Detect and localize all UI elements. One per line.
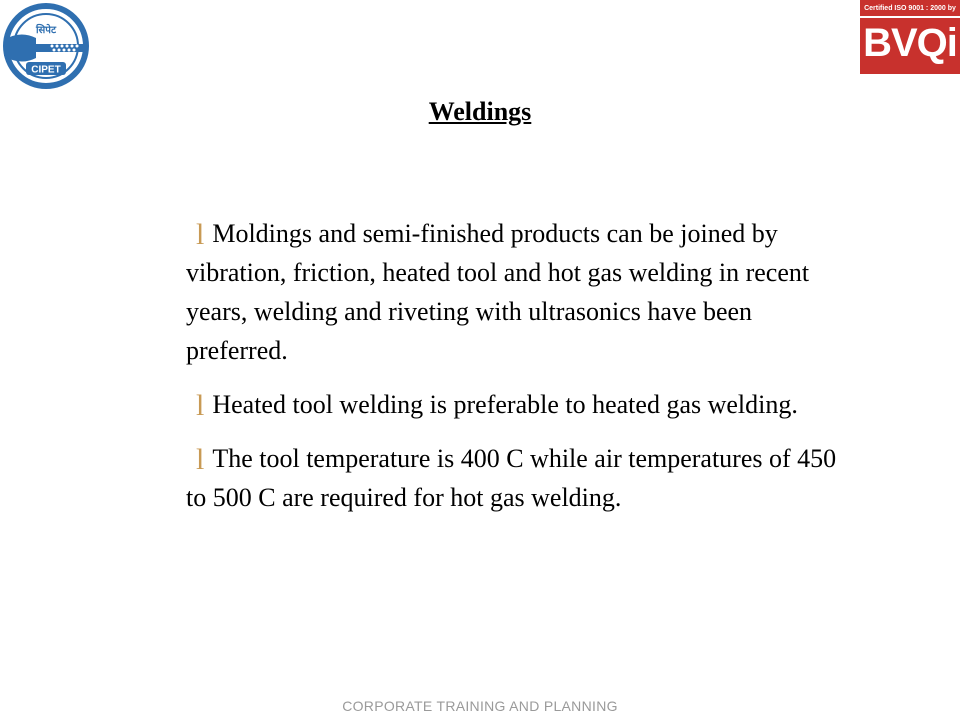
footer-text: CORPORATE TRAINING AND PLANNING — [342, 698, 618, 714]
cipet-logo — [0, 0, 96, 96]
bullet-mark-icon: l — [196, 443, 205, 476]
cipet-logo-icon — [0, 0, 96, 96]
bullet-item — [186, 384, 846, 424]
bullet-item — [186, 213, 846, 370]
slide-title — [0, 97, 960, 127]
bullet-text: Heated tool welding is preferable to heated gas welding. — [212, 390, 798, 419]
bullet-text: The tool temperature is 400 C while air temperatures of 450 to 500 C are required for hot gas welding. — [186, 444, 837, 512]
bullet-list — [186, 213, 846, 531]
certification-text: Certified ISO 9001 : 2000 by — [860, 2, 960, 18]
slide-title-text: Weldings — [428, 97, 532, 126]
bvqi-brand-text: BVQi — [863, 21, 957, 65]
cipet-logo-text: CIPET — [31, 64, 61, 76]
bullet-text: Moldings and semi-finished products can be joined by vibration, friction, heated tool and hot gas welding in recent years, welding and riveting with ultrasonics have been preferred. — [186, 219, 810, 365]
bvqi-logo — [860, 0, 960, 74]
bullet-mark-icon: l — [196, 218, 205, 251]
bullet-mark-icon: l — [196, 389, 205, 422]
bullet-item — [186, 438, 846, 517]
cipet-logo-hindi-text: सिपेट — [35, 25, 57, 36]
